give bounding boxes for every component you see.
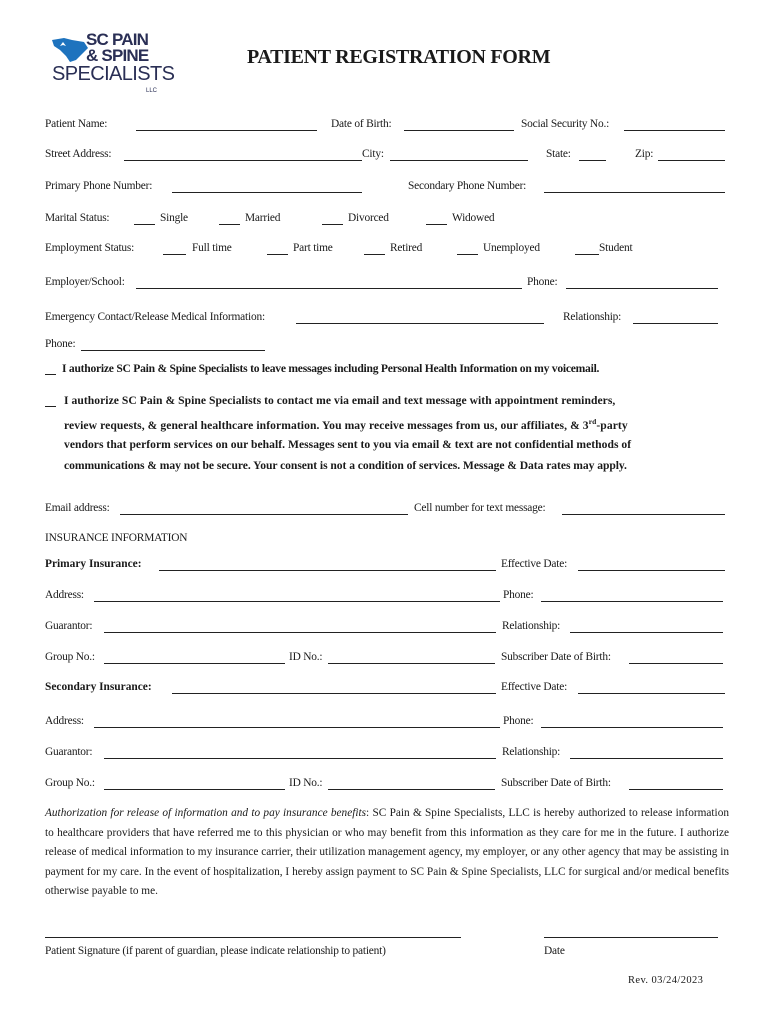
- logo-line-2: & SPINE: [86, 46, 149, 65]
- ssn-label: Social Security No.:: [521, 118, 610, 130]
- secondary-subscriber-dob-label: Subscriber Date of Birth:: [501, 777, 611, 789]
- street-field[interactable]: [124, 148, 362, 161]
- primary-id-label: ID No.:: [289, 651, 323, 663]
- dob-label: Date of Birth:: [331, 118, 392, 130]
- employment-retired-checkbox[interactable]: [364, 242, 385, 255]
- employment-fulltime-checkbox[interactable]: [163, 242, 186, 255]
- marital-widowed-label: Widowed: [452, 212, 495, 224]
- city-label: City:: [362, 148, 384, 160]
- secondary-relationship-field[interactable]: [570, 746, 723, 759]
- secondary-address-field[interactable]: [94, 715, 500, 728]
- employer-label: Employer/School:: [45, 276, 125, 288]
- primary-effective-date-label: Effective Date:: [501, 558, 568, 570]
- secondary-insurance-field[interactable]: [172, 681, 496, 694]
- marital-married-checkbox[interactable]: [219, 212, 240, 225]
- logo-line-1: SC PAIN: [86, 30, 149, 49]
- voicemail-consent-checkbox[interactable]: [45, 362, 56, 375]
- company-logo: [50, 30, 175, 100]
- secondary-phone-label: Phone:: [503, 715, 534, 727]
- secondary-group-field[interactable]: [104, 777, 285, 790]
- secondary-guarantor-label: Guarantor:: [45, 746, 93, 758]
- emergency-relationship-field[interactable]: [633, 311, 718, 324]
- employer-phone-label: Phone:: [527, 276, 558, 288]
- state-field[interactable]: [579, 148, 606, 161]
- primary-phone-field[interactable]: [172, 180, 362, 193]
- employment-student-checkbox[interactable]: [575, 242, 599, 255]
- release-authorization-paragraph: [45, 804, 729, 902]
- email-address-label: Email address:: [45, 502, 110, 514]
- secondary-phone-label: Secondary Phone Number:: [408, 180, 527, 192]
- emergency-phone-label: Phone:: [45, 338, 76, 350]
- primary-address-field[interactable]: [94, 589, 500, 602]
- email-consent-checkbox[interactable]: [45, 394, 56, 407]
- zip-label: Zip:: [635, 148, 654, 160]
- cell-number-label: Cell number for text message:: [414, 502, 546, 514]
- secondary-phone-field[interactable]: [541, 715, 723, 728]
- patient-signature-field[interactable]: [45, 936, 461, 938]
- secondary-effective-date-label: Effective Date:: [501, 681, 568, 693]
- secondary-address-label: Address:: [45, 715, 84, 727]
- primary-relationship-label: Relationship:: [502, 620, 561, 632]
- emergency-contact-label: Emergency Contact/Release Medical Information:: [45, 311, 265, 323]
- primary-guarantor-label: Guarantor:: [45, 620, 93, 632]
- marital-divorced-checkbox[interactable]: [322, 212, 343, 225]
- secondary-id-label: ID No.:: [289, 777, 323, 789]
- primary-phone-label: Phone:: [503, 589, 534, 601]
- secondary-relationship-label: Relationship:: [502, 746, 561, 758]
- employment-parttime-label: Part time: [293, 242, 333, 254]
- employment-fulltime-label: Full time: [192, 242, 232, 254]
- primary-phone-field[interactable]: [541, 589, 723, 602]
- secondary-insurance-label: Secondary Insurance:: [45, 681, 152, 693]
- street-label: Street Address:: [45, 148, 112, 160]
- primary-insurance-label: Primary Insurance:: [45, 558, 142, 570]
- email-consent-line-2: review requests, & general healthcare information. You may receive messages from us, our affiliates, & 3rd-party: [64, 417, 628, 432]
- email-consent-line-3: vendors that perform services on our behalf. Messages sent to you via email & text are not confidential methods of: [64, 438, 632, 451]
- email-address-field[interactable]: [120, 502, 408, 515]
- marital-status-label: Marital Status:: [45, 212, 110, 224]
- emergency-phone-field[interactable]: [81, 338, 265, 351]
- patient-name-label: Patient Name:: [45, 118, 108, 130]
- voicemail-consent-text: I authorize SC Pain & Spine Specialists to leave messages including Personal Health Information on my voicemail.: [62, 362, 600, 375]
- secondary-group-label: Group No.:: [45, 777, 95, 789]
- revision-date: Rev. 03/24/2023: [628, 975, 704, 986]
- email-consent-line-4: communications & may not be secure. Your consent is not a condition of services. Message & Data rates may apply.: [64, 459, 627, 472]
- primary-relationship-field[interactable]: [570, 620, 723, 633]
- secondary-effective-date-field[interactable]: [578, 681, 725, 694]
- city-field[interactable]: [390, 148, 528, 161]
- secondary-subscriber-dob-field[interactable]: [629, 777, 723, 790]
- primary-group-label: Group No.:: [45, 651, 95, 663]
- patient-name-field[interactable]: [136, 118, 317, 131]
- employer-field[interactable]: [136, 276, 522, 289]
- email-consent-line-1: I authorize SC Pain & Spine Specialists to contact me via email and text message with appointment reminders,: [64, 394, 616, 407]
- secondary-phone-field[interactable]: [544, 180, 725, 193]
- employment-student-label: Student: [599, 242, 633, 254]
- emergency-contact-field[interactable]: [296, 311, 544, 324]
- primary-subscriber-dob-label: Subscriber Date of Birth:: [501, 651, 611, 663]
- release-intro-italic: Authorization for release of information and to pay insurance benefits: [45, 807, 367, 819]
- primary-guarantor-field[interactable]: [104, 620, 496, 633]
- secondary-id-field[interactable]: [328, 777, 495, 790]
- employer-phone-field[interactable]: [566, 276, 718, 289]
- logo-line-3: SPECIALISTS: [52, 63, 175, 85]
- primary-phone-label: Primary Phone Number:: [45, 180, 153, 192]
- signature-date-label: Date: [544, 945, 565, 957]
- zip-field[interactable]: [658, 148, 725, 161]
- marital-single-checkbox[interactable]: [134, 212, 155, 225]
- employment-parttime-checkbox[interactable]: [267, 242, 288, 255]
- release-body: : SC Pain & Spine Specialists, LLC is hereby authorized to release information to healthcare providers that have referred me to this physician or who may benefit from this information as they care for me in the future. I authorize release of medical information to my insurance carrier, their utilization management agency, my employer, or any other agency that may be assisting in payment for my care. In the event of hospitalization, I hereby assign payment to SC Pain & Spine Specialists, LLC for surgical and/or medical benefits otherwise payable to me.: [45, 807, 729, 898]
- patient-signature-label: Patient Signature (if parent of guardian, please indicate relationship to patient): [45, 945, 386, 957]
- primary-insurance-field[interactable]: [159, 558, 496, 571]
- primary-subscriber-dob-field[interactable]: [629, 651, 723, 664]
- primary-id-field[interactable]: [328, 651, 495, 664]
- south-carolina-state-icon: [50, 36, 90, 64]
- secondary-guarantor-field[interactable]: [104, 746, 496, 759]
- primary-effective-date-field[interactable]: [578, 558, 725, 571]
- dob-field[interactable]: [404, 118, 514, 131]
- emergency-relationship-label: Relationship:: [563, 311, 622, 323]
- ssn-field[interactable]: [624, 118, 725, 131]
- primary-address-label: Address:: [45, 589, 84, 601]
- state-label: State:: [546, 148, 571, 160]
- marital-married-label: Married: [245, 212, 281, 224]
- signature-date-field[interactable]: [544, 936, 718, 938]
- cell-number-field[interactable]: [562, 502, 725, 515]
- employment-unemployed-checkbox[interactable]: [457, 242, 478, 255]
- marital-divorced-label: Divorced: [348, 212, 389, 224]
- form-title: PATIENT REGISTRATION FORM: [247, 46, 551, 68]
- employment-unemployed-label: Unemployed: [483, 242, 540, 254]
- insurance-heading: INSURANCE INFORMATION: [45, 532, 188, 544]
- marital-single-label: Single: [160, 212, 188, 224]
- primary-group-field[interactable]: [104, 651, 285, 664]
- marital-widowed-checkbox[interactable]: [426, 212, 447, 225]
- logo-line-4: LLC: [146, 88, 158, 94]
- employment-retired-label: Retired: [390, 242, 423, 254]
- employment-status-label: Employment Status:: [45, 242, 135, 254]
